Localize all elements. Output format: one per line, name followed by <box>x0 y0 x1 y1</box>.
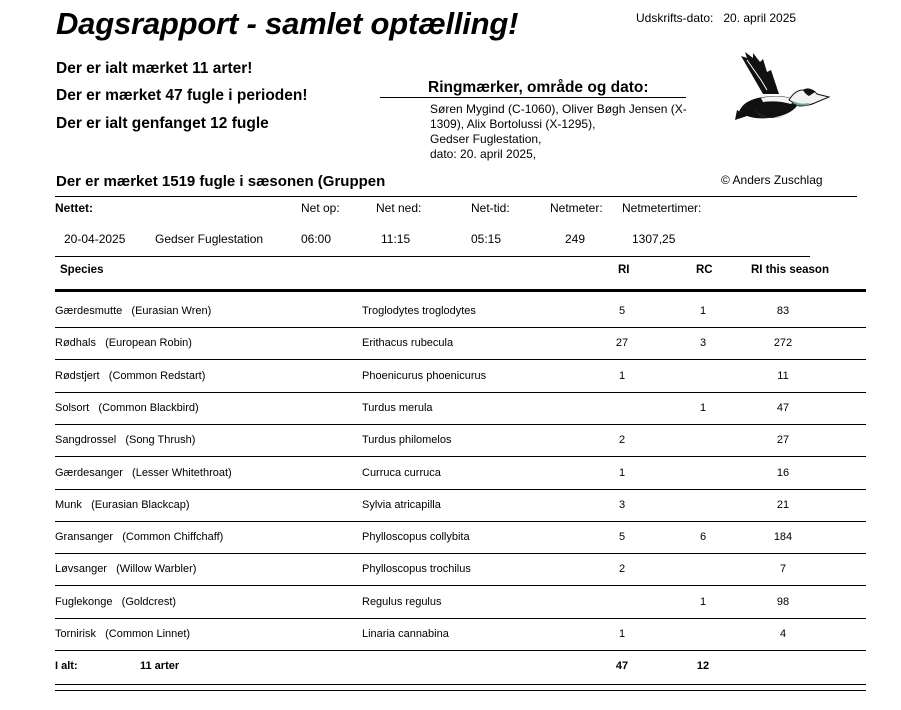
table-row <box>55 457 866 490</box>
rc-count: 3 <box>699 337 707 350</box>
net-ned-value: 11:15 <box>381 232 411 246</box>
netmeter-value: 249 <box>565 232 586 246</box>
col-species: Species <box>60 264 104 276</box>
total-label: I alt: <box>55 660 78 672</box>
print-date-value: 20. april 2025 <box>723 11 797 25</box>
species-count-line: Der er ialt mærket 11 arter! <box>56 60 253 77</box>
net-op-value: 06:00 <box>301 232 332 246</box>
species-name: Sangdrossel (Song Thrush) <box>55 434 196 447</box>
birds-count-line: Der er mærket 47 fugle i perioden! <box>56 87 308 104</box>
netmetertimer-value: 1307,25 <box>632 232 676 246</box>
col-ri-season: RI this season <box>751 264 829 276</box>
divider-net <box>55 256 810 257</box>
bottom-rule-1 <box>55 684 866 685</box>
bottom-rule-2 <box>55 690 866 691</box>
col-ri: RI <box>618 264 630 276</box>
ri-count: 3 <box>618 498 626 511</box>
net-date: 20-04-2025 <box>64 232 126 246</box>
species-name: Gærdesmutte (Eurasian Wren) <box>55 305 212 317</box>
season-count: 11 <box>777 369 789 382</box>
season-count: 27 <box>776 434 790 447</box>
season-count: 21 <box>776 498 790 511</box>
divider-top <box>55 196 857 197</box>
species-name: Løvsanger (Willow Warbler) <box>55 563 197 576</box>
table-row <box>55 521 866 554</box>
ri-count: 5 <box>618 531 626 544</box>
eider-duck-logo <box>733 50 833 125</box>
table-row <box>55 553 866 586</box>
col-rc: RC <box>696 264 713 276</box>
net-label: Nettet: <box>55 201 93 215</box>
table-row <box>55 618 866 651</box>
season-total-line: Der er mærket 1519 fugle i sæsonen (Gruppen <box>56 173 386 190</box>
rc-count: 1 <box>699 305 707 317</box>
ringers-divider <box>380 97 686 98</box>
season-count: 16 <box>776 466 790 479</box>
scientific-name: Sylvia atricapilla <box>362 498 441 511</box>
season-count: 7 <box>779 563 787 576</box>
season-count: 98 <box>776 595 790 608</box>
ri-count: 1 <box>618 628 626 640</box>
table-row <box>55 424 866 457</box>
season-count: 184 <box>773 531 793 544</box>
net-op-label: Net op: <box>301 201 340 215</box>
ri-count: 27 <box>615 337 629 350</box>
recapture-line: Der er ialt genfanget 12 fugle <box>56 115 269 132</box>
netmetertimer-label: Netmetertimer: <box>622 201 702 215</box>
species-name: Fuglekonge (Goldcrest) <box>55 595 177 608</box>
table-row <box>55 327 866 360</box>
scientific-name: Phoenicurus phoenicurus <box>362 369 487 382</box>
species-name: Gærdesanger (Lesser Whitethroat) <box>55 466 232 479</box>
copyright: © Anders Zuschlag <box>721 173 823 187</box>
season-count: 272 <box>773 337 793 350</box>
rc-count: 1 <box>699 595 707 608</box>
season-count: 47 <box>776 401 790 414</box>
net-tid-label: Net-tid: <box>471 201 510 215</box>
net-tid-value: 05:15 <box>471 232 502 246</box>
species-name: Munk (Eurasian Blackcap) <box>55 498 190 511</box>
scientific-name: Phylloscopus collybita <box>362 531 470 544</box>
total-ri: 47 <box>615 660 629 672</box>
net-site: Gedser Fuglestation <box>155 232 264 246</box>
scientific-name: Regulus regulus <box>362 595 442 608</box>
ri-count: 2 <box>618 434 626 447</box>
ri-count: 1 <box>618 369 626 382</box>
scientific-name: Turdus philomelos <box>362 434 452 447</box>
rc-count: 1 <box>699 401 707 414</box>
net-ned-label: Net ned: <box>376 201 422 215</box>
print-date <box>636 11 806 25</box>
season-count: 83 <box>776 305 790 317</box>
netmeter-label: Netmeter: <box>550 201 603 215</box>
ri-count: 2 <box>618 563 626 576</box>
table-row <box>55 586 866 619</box>
season-count: 4 <box>779 628 787 640</box>
scientific-name: Phylloscopus trochilus <box>362 563 471 576</box>
species-name: Rødstjert (Common Redstart) <box>55 369 206 382</box>
scientific-name: Curruca curruca <box>362 466 441 479</box>
scientific-name: Linaria cannabina <box>362 628 449 640</box>
ringers-heading: Ringmærker, område og dato: <box>428 79 649 96</box>
species-name: Tornirisk (Common Linnet) <box>55 628 191 640</box>
scientific-name: Erithacus rubecula <box>362 337 454 350</box>
table-row <box>55 360 866 393</box>
table-row <box>55 392 866 425</box>
rc-count: 6 <box>699 531 707 544</box>
species-name: Gransanger (Common Chiffchaff) <box>55 531 224 544</box>
total-species: 11 arter <box>140 660 180 672</box>
ringers-names: Søren Mygind (C-1060), Oliver Bøgh Jensen (X-1309), Alix Bortolussi (X-1295), <box>430 102 687 131</box>
scientific-name: Turdus merula <box>362 401 433 414</box>
ri-count: 5 <box>618 305 626 317</box>
print-date-label: Udskrifts-dato: <box>636 11 714 25</box>
scientific-name: Troglodytes troglodytes <box>362 305 476 317</box>
ringers-date: dato: 20. april 2025, <box>430 147 537 161</box>
total-rc: 12 <box>696 660 710 672</box>
report-title: Dagsrapport - samlet optælling! <box>56 6 519 41</box>
table-row <box>55 489 866 522</box>
species-name: Solsort (Common Blackbird) <box>55 401 199 414</box>
table-row <box>55 295 866 328</box>
species-name: Rødhals (European Robin) <box>55 337 192 350</box>
ri-count: 1 <box>618 466 626 479</box>
ringers-info <box>430 102 720 162</box>
header-rule <box>55 289 866 292</box>
ringers-station: Gedser Fuglestation, <box>430 132 542 146</box>
